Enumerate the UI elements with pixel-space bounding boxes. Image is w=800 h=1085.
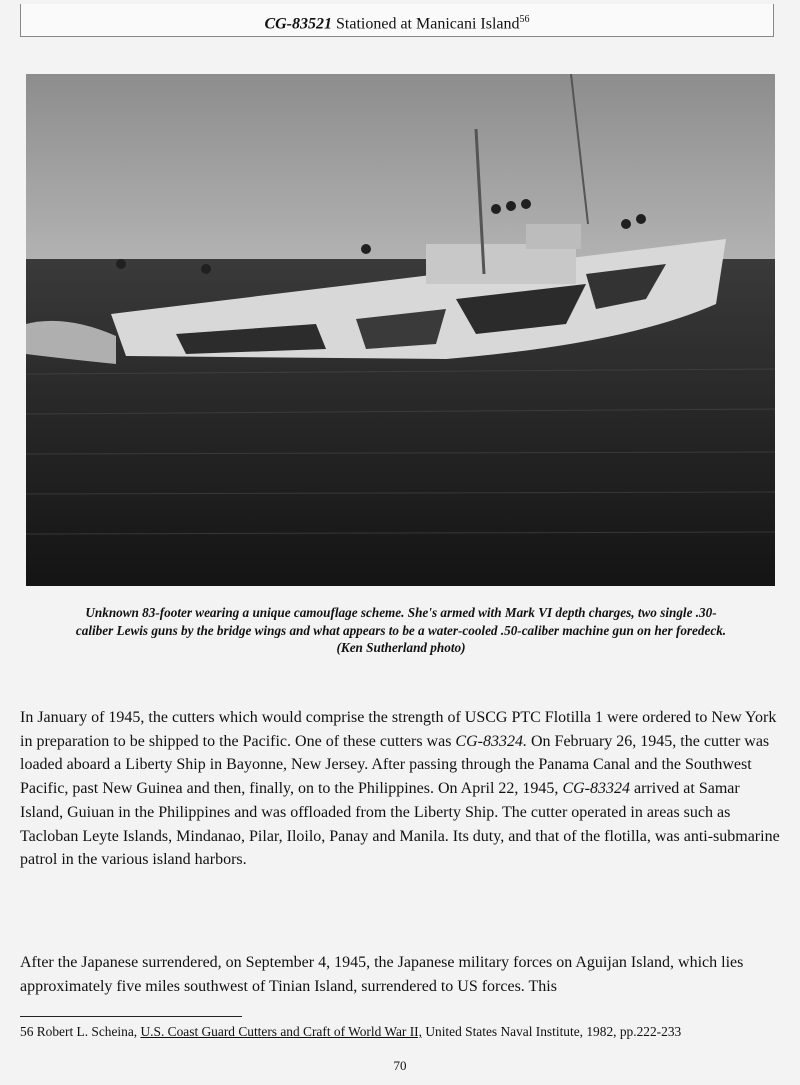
caption-line: caliber Lewis guns by the bridge wings and what appears to be a water-cooled .50-caliber machine gun on her foredeck. — [75, 622, 727, 638]
header-title-text: Stationed at Manicani Island — [332, 15, 520, 33]
paragraph-text: In January of 1945, the cutters which would comprise the strength of USCG PTC Flotilla 1 were ordered to New York in preparation to be shipped to the Pacific. One of these cutters was — [20, 709, 777, 750]
cutter-photo — [26, 74, 775, 586]
footnote-text: United States Naval Institute, 1982, pp.222-233 — [421, 1024, 682, 1039]
header-ship-name: CG-83521 — [264, 15, 333, 33]
ship-name: CG-83324 — [562, 780, 630, 798]
footnote — [20, 1024, 790, 1040]
header-footnote-ref: 56 — [519, 14, 530, 25]
paragraph-text: arrived at Samar Island, Guiuan in the Philippines and was offloaded from the Liberty Ship. The cutter operated in areas such as Tacloban Leyte Islands, Mindanao, Pilar, Iloilo, Panay and Manila. Its duty, and that of the flotilla, was anti-submarine patrol in the various island harbors. — [20, 780, 780, 869]
page-header — [20, 4, 774, 37]
page-number: 70 — [393, 1058, 407, 1073]
photo-caption — [24, 604, 778, 657]
caption-credit: (Ken Sutherland photo) — [336, 640, 466, 655]
footnote-text: 56 Robert L. Scheina, — [20, 1024, 141, 1039]
ship-name: CG-83324. — [455, 732, 527, 750]
footnote-book-title: U.S. Coast Guard Cutters and Craft of World War II, — [140, 1024, 422, 1039]
footnote-divider — [20, 1016, 242, 1017]
paragraph-text: On February 26, 1945, the cutter was loaded aboard a Liberty Ship in Bayonne, New Jersey. After passing through the Panama Canal and the Southwest Pacific, past New Guinea and then, finally, on to the Philippines. On April 22, 1945, — [20, 732, 770, 798]
cutter-photo-image — [26, 74, 775, 586]
body-paragraph-2: After the Japanese surrendered, on September 4, 1945, the Japanese military forces on Aguijan Island, which lies approximately five miles southwest of Tinian Island, surrendered to US forces. This — [20, 954, 744, 995]
body-paragraph-1 — [20, 706, 780, 872]
caption-line: Unknown 83-footer wearing a unique camouflage scheme. She's armed with Mark VI depth charges, two single .30- — [85, 605, 717, 620]
